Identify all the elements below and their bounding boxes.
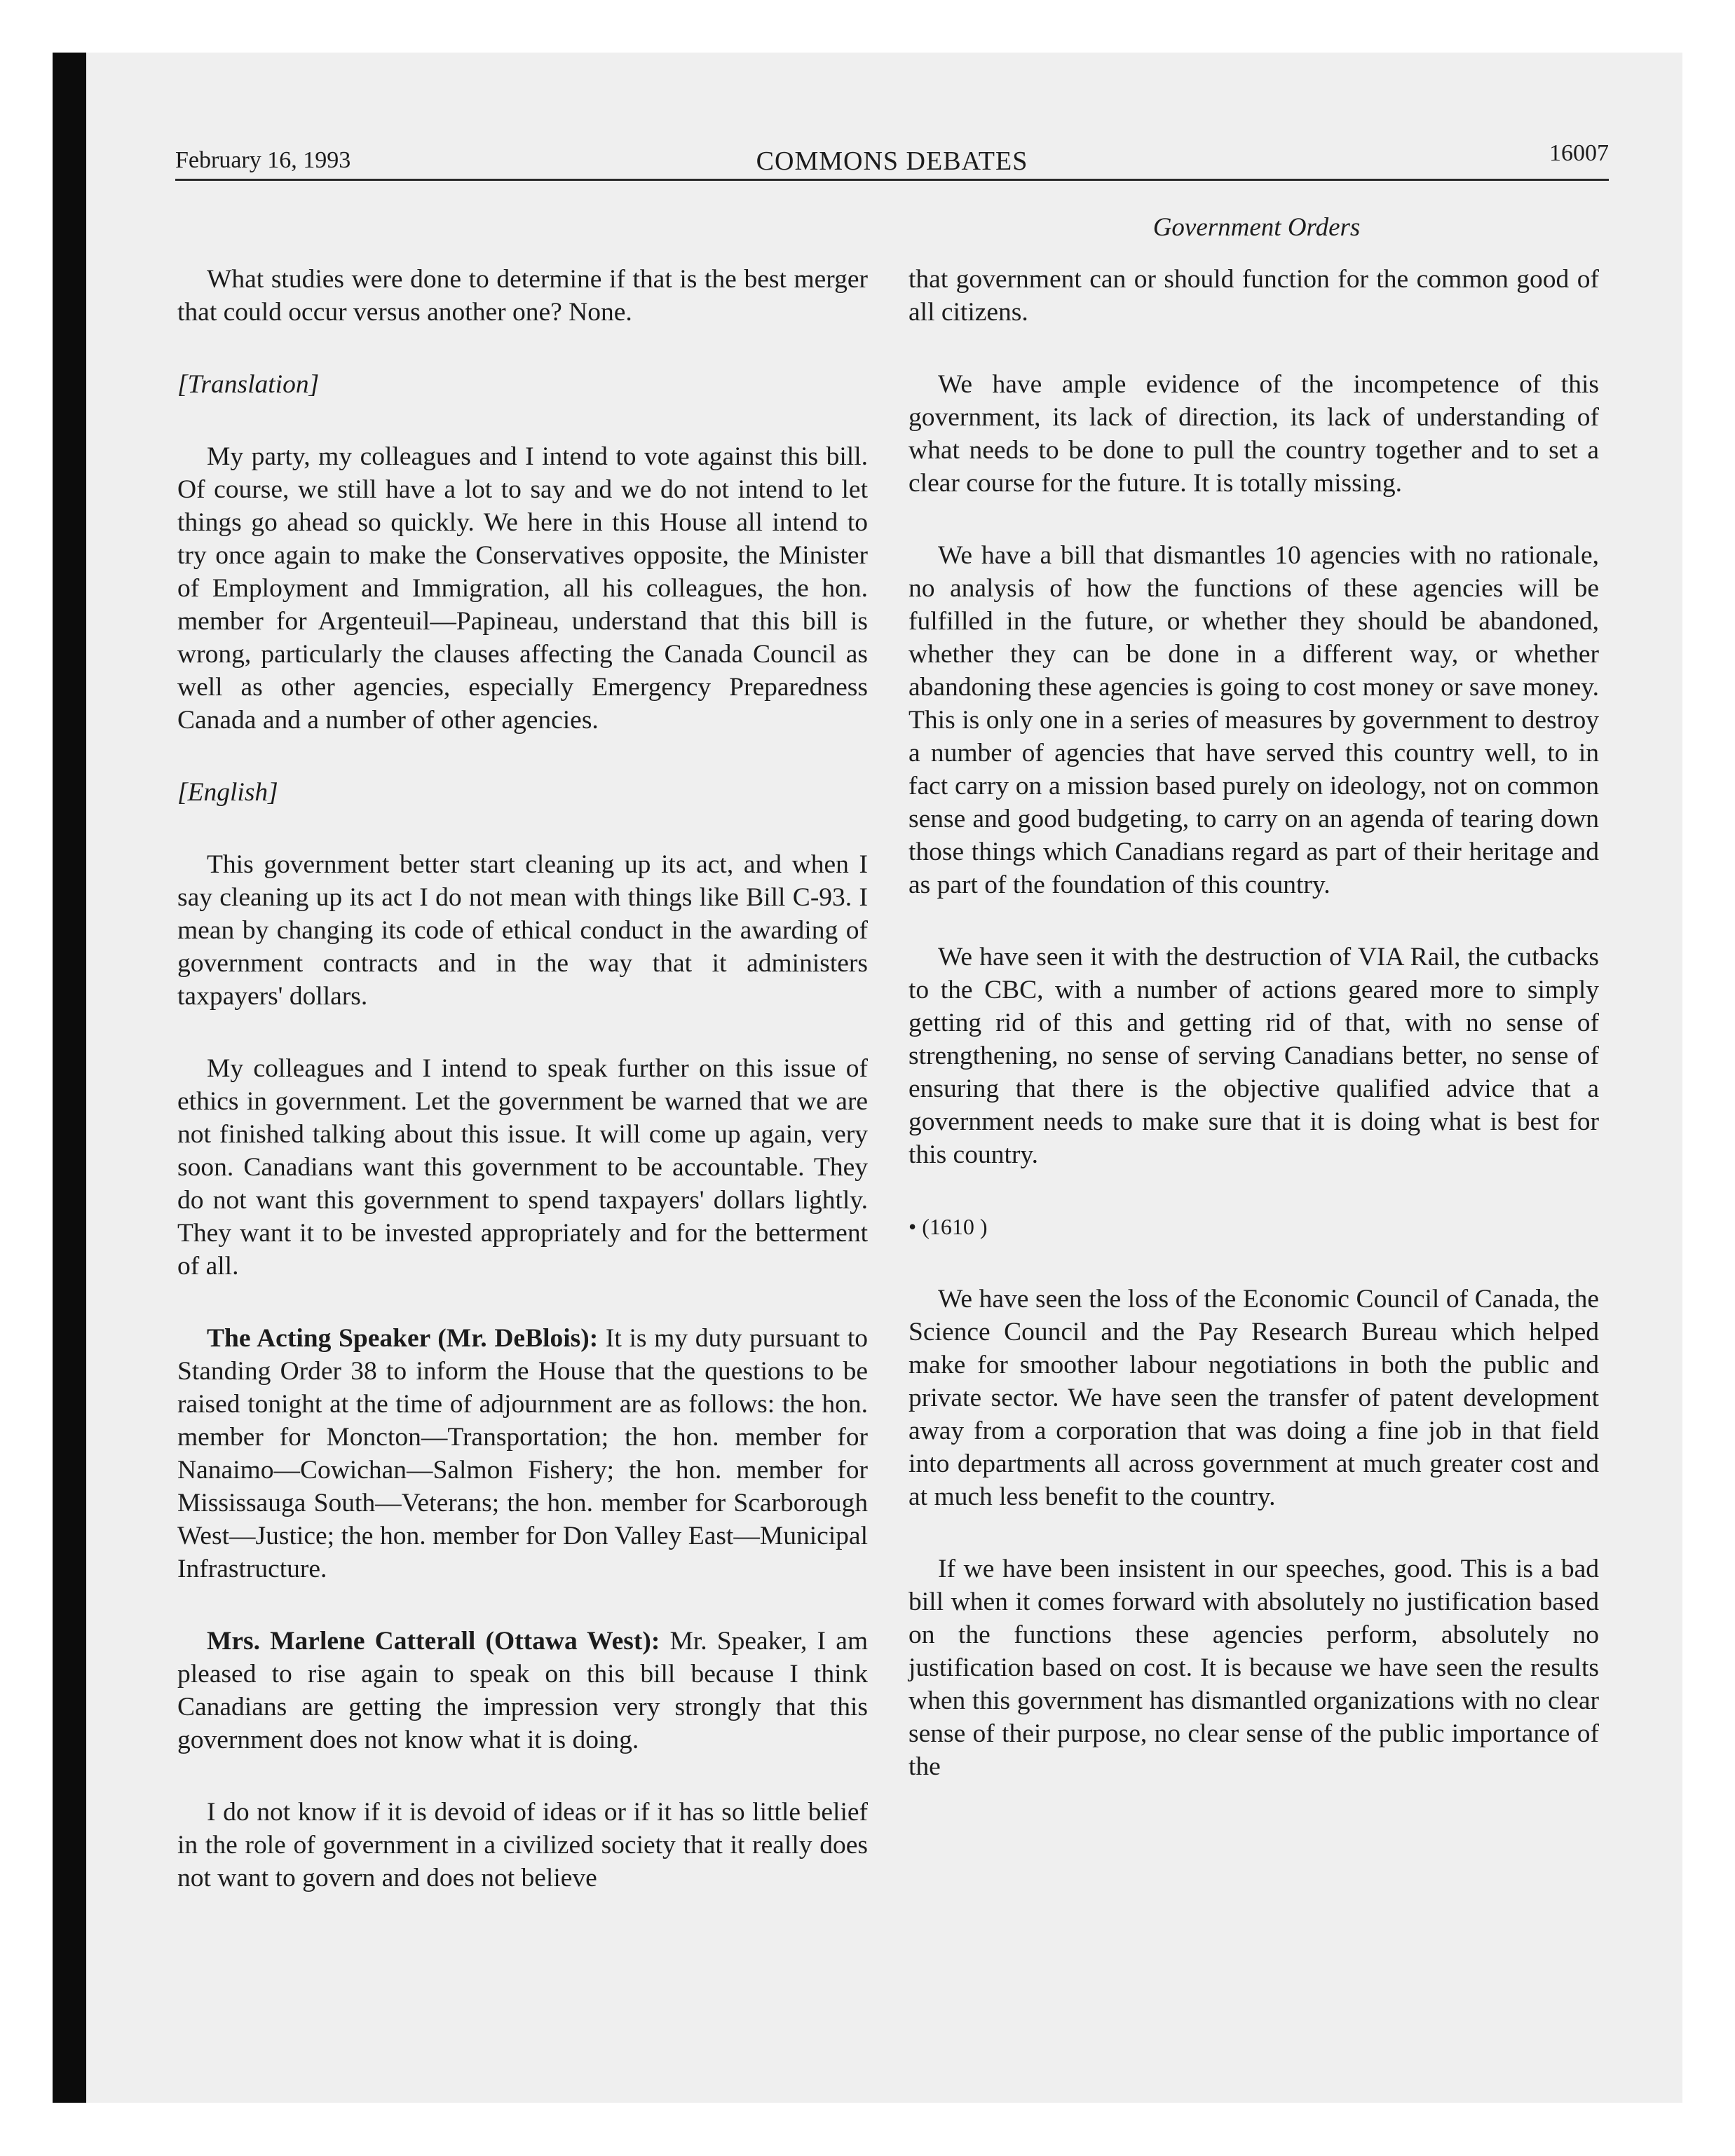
paragraph: We have ample evidence of the incompetence of this government, its lack of direction, its lack of understanding of what needs to be done to pull the country together and to set a clear course for the future. It is totally missing. <box>909 370 1599 498</box>
speaker-name: Mrs. Marlene Catterall (Ottawa West): <box>207 1627 660 1656</box>
speech-text: Mr. Speaker, I am pleased to rise again to speak on this bill because I think Canadians are getting the impression very strongly that this government does not know what it is doing. <box>177 1627 869 1754</box>
time-stamp: • (1610 ) <box>909 1214 988 1239</box>
section-title: Government Orders <box>1152 213 1361 242</box>
paragraph: My party, my colleagues and I intend to vote against this bill. Of course, we still have a lot to say and we do not intend to let things go ahead so quickly. We here in this House all intend to try once again to make the Conservatives opposite, the Minister of Employment and Immigration, all his colleagues, the hon. member for Argenteuil—Papineau, understand that this bill is wrong, particularly the clauses affecting the Canada Council as well as other agencies, especially Emergency Preparedness Canada and a number of other agencies. <box>177 442 868 735</box>
paragraph: We have seen it with the destruction of VIA Rail, the cutbacks to the CBC, with a number of actions geared more to simply getting rid of this and getting rid of that, with no sense of strengthening, no sense of serving Canadians better, no sense of ensuring that there is the objective qualified advice that a government needs to make sure that it is doing what is best for this country. <box>909 943 1599 1169</box>
page-header <box>175 140 1609 181</box>
paragraph: My colleagues and I intend to speak further on this issue of ethics in government. Let the government be warned that we are not finished talking about this issue. It will come up again, very soon. Canadians want this government to be accountable. They do not want this government to spend taxpayers' dollars lightly. They want it to be invested appropriately and for the betterment of all. <box>177 1054 868 1281</box>
binding-shadow <box>53 53 86 2103</box>
paragraph: We have a bill that dismantles 10 agencies with no rationale, no analysis of how the functions of these agencies will be fulfilled in the future, or whether they should be abandoned, whether they can be done in a different way, or whether abandoning these agencies is going to cost money or save money. This is only one in a series of measures by government to destroy a number of agencies that have served this country well, to in fact carry on a mission based purely on ideology, not on common sense and good budgeting, to carry on an agenda of tearing down those things which Canadians regard as part of their heritage and as part of the foundation of this country. <box>909 541 1599 899</box>
paragraph: What studies were done to determine if that is the best merger that could occur versus another one? None. <box>177 265 868 327</box>
speech-text: It is my duty pursuant to Standing Order 38 to inform the House that the questions to be raised tonight at the time of adjournment are as follows: the hon. member for Moncton—Transportation; the hon. member for Nanaimo—Cowichan—Salmon Fishery; the hon. member for Mississauga South—Veterans; the hon. member for Scarborough West—Justice; the hon. member for Don Valley East—Municipal Infrastructure. <box>177 1324 868 1583</box>
speaker-name: The Acting Speaker (Mr. DeBlois): <box>207 1324 599 1353</box>
paragraph: I do not know if it is devoid of ideas or if it has so little belief in the role of government in a civilized society that it really does not want to govern and does not believe <box>177 1798 868 1892</box>
speech-paragraph <box>177 1625 868 1756</box>
paragraph: If we have been insistent in our speeches, good. This is a bad bill when it comes forward with absolutely no justification based on the functions these agencies perform, absolutely no justification based on cost. It is because we have seen the results when this government has dismantled organizations with no clear sense of their purpose, no clear sense of the public importance of the <box>909 1555 1599 1781</box>
paragraph: We have seen the loss of the Economic Council of Canada, the Science Council and the Pay Research Bureau which helped make for smoother labour negotiations in both the public and private sector. We have seen the transfer of patent development away from a corporation that was doing a fine job in that field into departments all across government at much greater cost and at much less benefit to the country. <box>909 1285 1599 1511</box>
paragraph: This government better start cleaning up its act, and when I say cleaning up its act I do not mean with things like Bill C-93. I mean by changing its code of ethical conduct in the awarding of government contracts and in the way that it administers taxpayers' dollars. <box>177 850 868 1011</box>
english-marker: [English] <box>177 778 278 807</box>
scanned-page <box>53 53 1682 2103</box>
header-title: COMMONS DEBATES <box>756 146 1028 176</box>
header-date: February 16, 1993 <box>175 147 351 173</box>
speech-paragraph <box>177 1322 868 1585</box>
header-page-number: 16007 <box>1549 140 1609 166</box>
right-column <box>909 263 1599 1822</box>
paragraph: that government can or should function for the common good of all citizens. <box>909 265 1599 327</box>
translation-marker: [Translation] <box>177 370 320 399</box>
left-column <box>177 263 868 1934</box>
